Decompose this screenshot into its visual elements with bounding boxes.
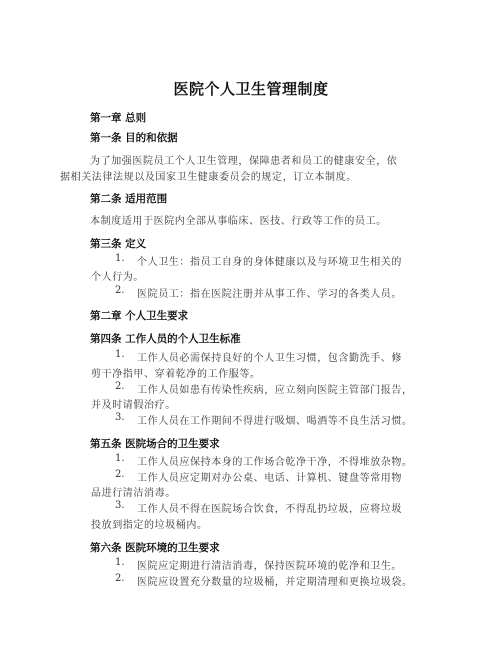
item-line: 个人行为。 <box>91 272 144 283</box>
item-number: 1. <box>115 349 125 360</box>
item-number: 3. <box>115 500 125 511</box>
item-line: 工作人员在工作期间不得进行吸烟、喝酒等不良生活习惯。 <box>137 416 413 427</box>
item-line: 并及时请假治疗。 <box>91 400 176 411</box>
item-line: 投放到指定的垃圾桶内。 <box>91 520 208 531</box>
article-heading: 第六条 医院环境的卫生要求 <box>90 542 220 554</box>
item-number: 3. <box>115 412 125 423</box>
item-number: 2. <box>115 381 125 392</box>
item-number: 1. <box>115 253 125 264</box>
item-number: 2. <box>115 285 125 296</box>
paragraph-line: 本制度适用于医院内全部从事临床、医技、行政等工作的员工。 <box>90 216 387 227</box>
item-line: 个人卫生：指员工自身的身体健康以及与环境卫生相关的 <box>137 257 402 268</box>
document-title: 医院个人卫生管理制度 <box>173 80 329 98</box>
item-number: 2. <box>115 573 125 584</box>
item-line: 剪干净指甲、穿着乾净的工作服等。 <box>91 369 261 380</box>
item-number: 1. <box>115 453 125 464</box>
item-line: 工作人员应保持本身的工作场合乾净干净，不得堆放杂物。 <box>137 457 413 468</box>
item-line: 工作人员不得在医院场合饮食，不得乱扔垃圾，应将垃圾 <box>137 504 402 515</box>
item-number: 2. <box>115 469 125 480</box>
item-line: 品进行清洁消毒。 <box>91 488 176 499</box>
item-number: 1. <box>115 557 125 568</box>
article-heading: 第三条 定义 <box>90 238 147 250</box>
article-heading: 第四条 工作人员的个人卫生标准 <box>90 333 241 345</box>
item-line: 医院应定期进行清洁消毒，保持医院环境的乾净和卫生。 <box>137 561 402 572</box>
item-line: 医院应设置充分数量的垃圾桶，并定期清理和更换垃圾袋。 <box>137 577 413 588</box>
article-heading: 第一条 目的和依据 <box>90 132 178 144</box>
article-heading: 第二条 适用范围 <box>90 193 168 205</box>
paragraph-line: 为了加强医院员工个人卫生管理，保障患者和员工的健康安全，依 <box>90 156 398 167</box>
item-line: 工作人员如患有传染性疾病，应立刻向医院主管部门报告， <box>137 385 413 396</box>
item-line: 工作人员应定期对办公桌、电话、计算机、键盘等常用物 <box>137 473 402 484</box>
paragraph-line: 据相关法律法规以及国家卫生健康委员会的规定，订立本制度。 <box>60 172 357 183</box>
chapter-heading: 第一章 总则 <box>90 112 147 124</box>
chapter-heading: 第二章 个人卫生要求 <box>90 310 189 322</box>
article-heading: 第五条 医院场合的卫生要求 <box>90 438 220 450</box>
item-line: 医院员工：指在医院注册并从事工作、学习的各类人员。 <box>137 289 402 300</box>
item-line: 工作人员必需保持良好的个人卫生习惯，包含勤洗手、修 <box>137 353 402 364</box>
